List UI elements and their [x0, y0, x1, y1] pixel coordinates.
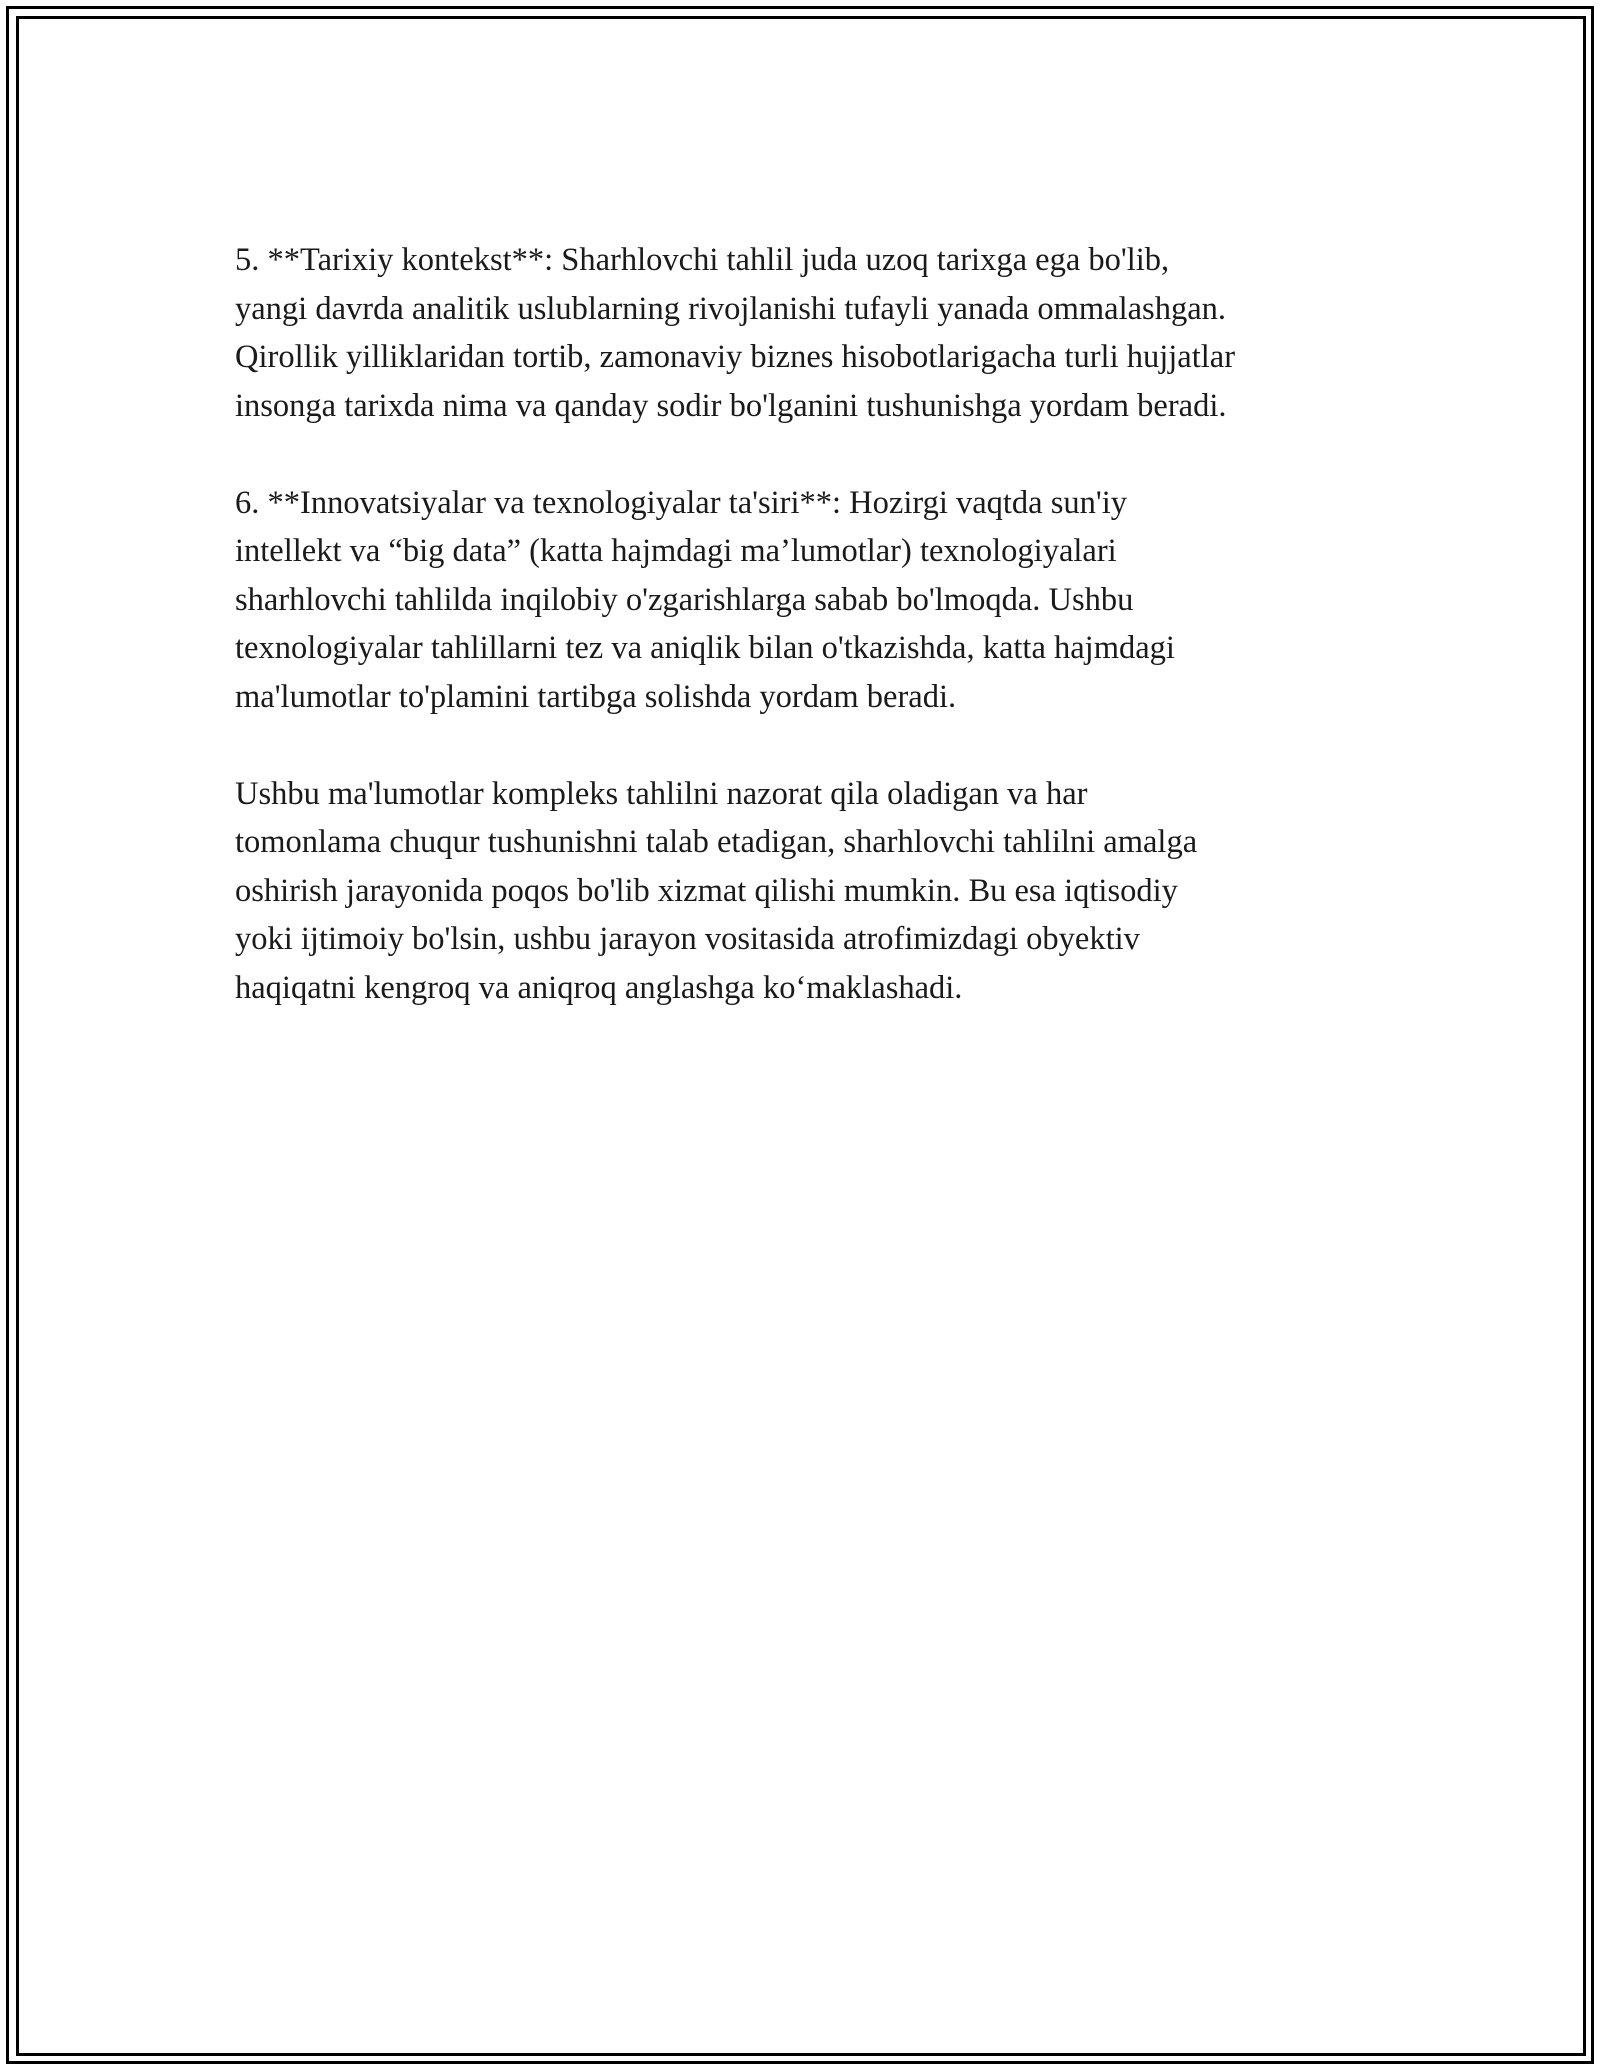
- text-line: insonga tarixda nima va qanday sodir bo'lganini tushunishga yordam beradi.: [235, 387, 1227, 424]
- text-line: sharhlovchi tahlilda inqilobiy o'zgarishlarga sabab bo'lmoqda. Ushbu: [235, 581, 1134, 618]
- paragraph-innovation-impact: [235, 479, 1395, 722]
- text-line: intellekt va “big data” (katta hajmdagi ma’lumotlar) texnologiyalari: [235, 533, 1117, 569]
- text-line: Ushbu ma'lumotlar kompleks tahlilni nazorat qila oladigan va har: [235, 775, 1088, 812]
- paragraph-historical-context: [235, 236, 1395, 430]
- paragraph-conclusion: [235, 770, 1395, 1013]
- text-line: oshirish jarayonida poqos bo'lib xizmat qilishi mumkin. Bu esa iqtisodiy: [235, 872, 1178, 909]
- text-line: haqiqatni kengroq va aniqroq anglashga ko‘maklashadi.: [235, 969, 963, 1006]
- text-line: Qirollik yilliklaridan tortib, zamonaviy biznes hisobotlarigacha turli hujjatlar: [235, 339, 1236, 375]
- text-line: yoki ijtimoiy bo'lsin, ushbu jarayon vositasida atrofimizdagi obyektiv: [235, 921, 1140, 957]
- text-line: ma'lumotlar to'plamini tartibga solishda yordam beradi.: [235, 678, 957, 715]
- text-line: 6. **Innovatsiyalar va texnologiyalar ta'siri**: Hozirgi vaqtda sun'iy: [235, 484, 1128, 521]
- text-line: texnologiyalar tahlillarni tez va aniqlik bilan o'tkazishda, katta hajmdagi: [235, 630, 1175, 666]
- document-body: [235, 236, 1395, 1061]
- text-line: tomonlama chuqur tushunishni talab etadigan, sharhlovchi tahlilni amalga: [235, 824, 1198, 860]
- text-line: 5. **Tarixiy kontekst**: Sharhlovchi tahlil juda uzoq tarixga ega bo'lib,: [235, 242, 1170, 278]
- text-line: yangi davrda analitik uslublarning rivojlanishi tufayli yanada ommalashgan.: [235, 290, 1226, 327]
